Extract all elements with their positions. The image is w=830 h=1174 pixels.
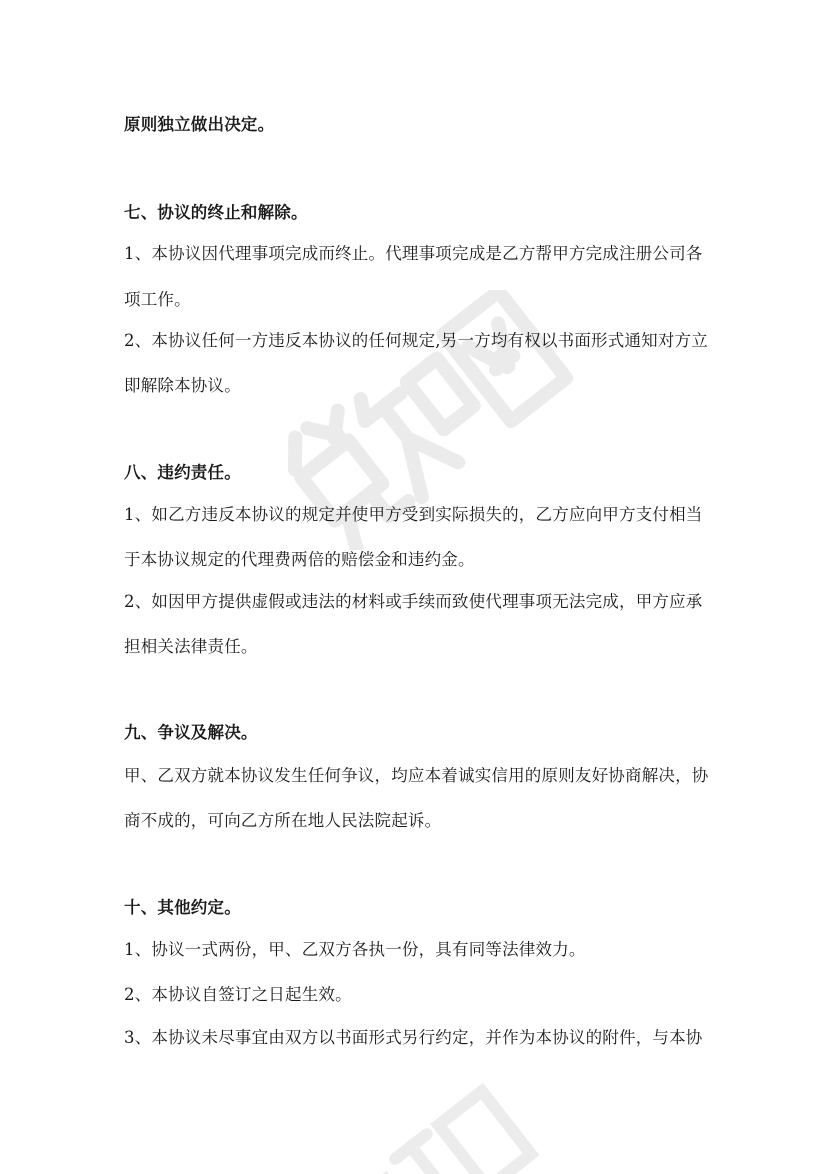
paragraph-line: 1、协议一式两份，甲、乙双方各执一份，具有同等法律效力。 [124,940,586,959]
paragraph-line: 于本协议规定的代理费两倍的赔偿金和违约金。 [124,550,475,569]
paragraph-line: 3、本协议未尽事宜由双方以书面形式另行约定，并作为本协议的附件，与本协 [124,1028,703,1047]
paragraph-line: 甲、乙双方就本协议发生任何争议，均应本着诚实信用的原则友好协商解决，协 [124,766,709,785]
clause-continuation: 原则独立做出决定。 [124,115,275,134]
paragraph-line: 商不成的，可向乙方所在地人民法院起诉。 [124,811,442,830]
paragraph-line: 2、本协议任何一方违反本协议的任何规定,另一方均有权以书面形式通知对方立 [124,331,708,350]
section-heading-10: 十、其他约定。 [124,898,241,917]
paragraph-line: 1、本协议因代理事项完成而终止。代理事项完成是乙方帮甲方完成注册公司各 [124,244,703,263]
section-heading-8: 八、违约责任。 [124,463,241,482]
section-heading-9: 九、争议及解决。 [124,723,258,742]
paragraph-line: 即解除本协议。 [124,376,241,395]
paragraph-line: 2、如因甲方提供虚假或违法的材料或手续而致使代理事项无法完成，甲方应承 [124,592,703,611]
section-heading-7: 七、协议的终止和解除。 [124,203,308,222]
paragraph-line: 担相关法律责任。 [124,637,258,656]
watermark-logo-bottom [320,1080,560,1174]
paragraph-line: 1、如乙方违反本协议的规定并使甲方受到实际损失的，乙方应向甲方支付相当 [124,505,703,524]
paragraph-line: 项工作。 [124,290,191,309]
paragraph-line: 2、本协议自签订之日起生效。 [124,985,352,1004]
